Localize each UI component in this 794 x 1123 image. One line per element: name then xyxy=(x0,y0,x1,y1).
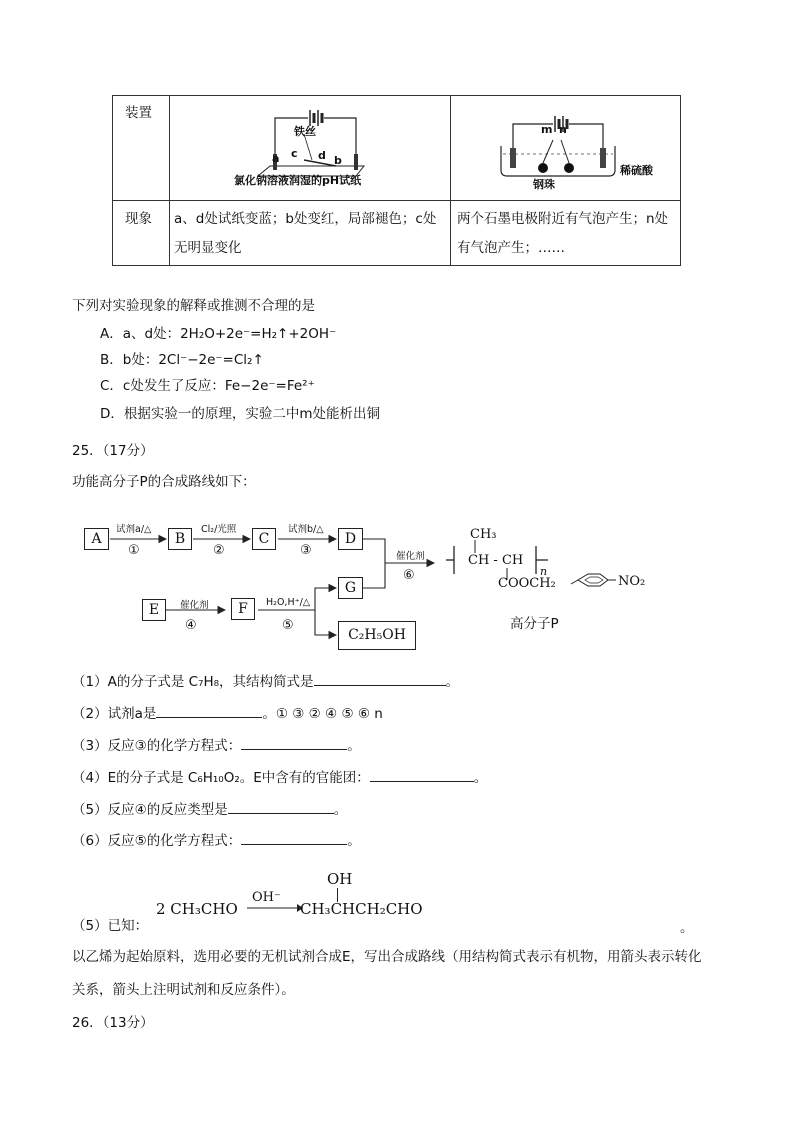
q25-sub-1-end: 。 xyxy=(445,674,460,690)
reagent-2: Cl₂/光照 xyxy=(201,524,237,535)
compound-b: B xyxy=(168,528,192,550)
polymer-chain: CH - CH xyxy=(468,553,524,568)
answer-blank-5[interactable] xyxy=(228,799,334,814)
answer-blank-1[interactable] xyxy=(314,671,446,686)
step-3: ③ xyxy=(300,543,312,558)
compound-d: D xyxy=(338,528,363,550)
q25-sub-2 xyxy=(72,702,383,722)
q25-sub-4-end: 。 xyxy=(473,770,488,786)
q25-task-line2: 关系，箭头上注明试剂和反应条件）。 xyxy=(72,982,295,998)
q24-stem: 下列对实验现象的解释或推测不合理的是 xyxy=(72,298,315,314)
step-6: ⑥ xyxy=(403,568,415,583)
compound-c: C xyxy=(252,528,276,550)
q26-header: 26．（13分） xyxy=(72,1015,154,1031)
known-product-oh: OH xyxy=(327,870,353,888)
reagent-1: 试剂a/△ xyxy=(116,524,152,535)
answer-blank-4[interactable] xyxy=(370,767,474,782)
step-4: ④ xyxy=(185,618,197,633)
label-dilute-acid: 稀硫酸 xyxy=(620,164,653,177)
step-5: ⑤ xyxy=(282,618,294,633)
q25-sub-6 xyxy=(72,829,361,849)
q25-sub-3-text: （3）反应③的化学方程式： xyxy=(72,738,242,754)
ethanol-box: C₂H₅OH xyxy=(338,621,416,650)
answer-blank-6[interactable] xyxy=(241,830,347,845)
q25-sub-1 xyxy=(72,670,459,690)
q25-sub-3 xyxy=(72,734,361,754)
label-d: d xyxy=(318,149,326,162)
scheme-arrows xyxy=(80,515,480,665)
q25-task-line1: 以乙烯为起始原料，选用必要的无机试剂合成E，写出合成路线（用结构简式表示有机物，用箭头表示转化 xyxy=(72,949,702,965)
q25-sub-2-end: 。① ③ ② ④ ⑤ ⑥ n xyxy=(262,706,383,722)
reagent-4: 催化剂 xyxy=(180,600,209,611)
polymer-name: 高分子P xyxy=(510,616,559,632)
q25-sub-4 xyxy=(72,766,487,786)
compound-a: A xyxy=(84,528,109,550)
known-label: （5）已知： xyxy=(72,918,149,934)
q24-option-c: C．c处发生了反应：Fe−2e⁻=Fe²⁺ xyxy=(100,378,315,394)
q25-sub-5-text: （5）反应④的反应类型是 xyxy=(72,802,228,818)
row-label-phenomenon: 现象 xyxy=(125,211,152,227)
label-n: n xyxy=(559,123,567,136)
q24-option-a: A．a、d处：2H₂O+2e⁻=H₂↑+2OH⁻ xyxy=(100,326,337,342)
q25-sub-6-end: 。 xyxy=(347,833,361,849)
label-b: b xyxy=(334,154,342,167)
q25-sub-1-text: （1）A的分子式是 C₇H₈，其结构简式是 xyxy=(72,674,314,690)
compound-f: F xyxy=(231,598,255,620)
apparatus-1-caption: 氯化钠溶液润湿的pH试纸 xyxy=(234,174,362,187)
known-product: CH₃CHCH₂CHO xyxy=(300,900,423,918)
compound-g: G xyxy=(338,577,363,599)
label-m: m xyxy=(541,123,553,136)
q24-option-b: B．b处：2Cl⁻−2e⁻=Cl₂↑ xyxy=(100,352,264,368)
q25-sub-4-text: （4）E的分子式是 C₆H₁₀O₂。E中含有的官能团： xyxy=(72,770,370,786)
q25-sub-2-text: （2）试剂a是 xyxy=(72,706,157,722)
reagent-6: 催化剂 xyxy=(396,551,425,562)
known-reactant: 2 CH₃CHO xyxy=(156,900,238,918)
answer-blank-2[interactable] xyxy=(156,703,262,718)
known-arrow xyxy=(245,903,305,913)
label-steel-ball: 钢珠 xyxy=(533,178,555,191)
label-iron-wire: 铁丝 xyxy=(294,125,316,138)
reagent-5: H₂O,H⁺/△ xyxy=(266,597,311,608)
apparatus-2-diagram xyxy=(493,104,643,194)
known-condition: OH⁻ xyxy=(252,890,281,905)
q25-intro: 功能高分子P的合成路线如下： xyxy=(72,474,256,490)
experiment-table xyxy=(112,95,681,266)
polymer-n: n xyxy=(540,565,548,578)
q25-sub-5-end: 。 xyxy=(333,802,348,818)
phenomenon-2-line2: 有气泡产生；…… xyxy=(457,240,565,256)
label-a: a xyxy=(272,152,280,165)
known-end: 。 xyxy=(680,920,694,936)
q24-option-d: D．根据实验一的原理，实验二中m处能析出铜 xyxy=(100,406,381,422)
compound-e: E xyxy=(142,599,166,621)
reagent-3: 试剂b/△ xyxy=(288,524,324,535)
q25-sub-6-text: （6）反应⑤的化学方程式： xyxy=(72,833,242,849)
q25-sub-3-end: 。 xyxy=(347,738,361,754)
phenomenon-1-line1: a、d处试纸变蓝；b处变红，局部褪色；c处 xyxy=(174,211,437,227)
polymer-ch3: CH₃ xyxy=(470,527,497,542)
q25-header: 25．（17分） xyxy=(72,443,154,459)
polymer-ester: COOCH₂ xyxy=(498,576,556,591)
step-1: ① xyxy=(128,543,140,558)
polymer-no2: NO₂ xyxy=(618,574,646,589)
label-c: c xyxy=(291,147,298,160)
phenomenon-1-line2: 无明显变化 xyxy=(174,240,242,256)
q25-sub-5 xyxy=(72,798,347,818)
answer-blank-3[interactable] xyxy=(241,735,347,750)
step-2: ② xyxy=(213,543,225,558)
phenomenon-2-line1: 两个石墨电极附近有气泡产生；n处 xyxy=(457,211,669,227)
row-label-apparatus: 装置 xyxy=(125,105,152,121)
